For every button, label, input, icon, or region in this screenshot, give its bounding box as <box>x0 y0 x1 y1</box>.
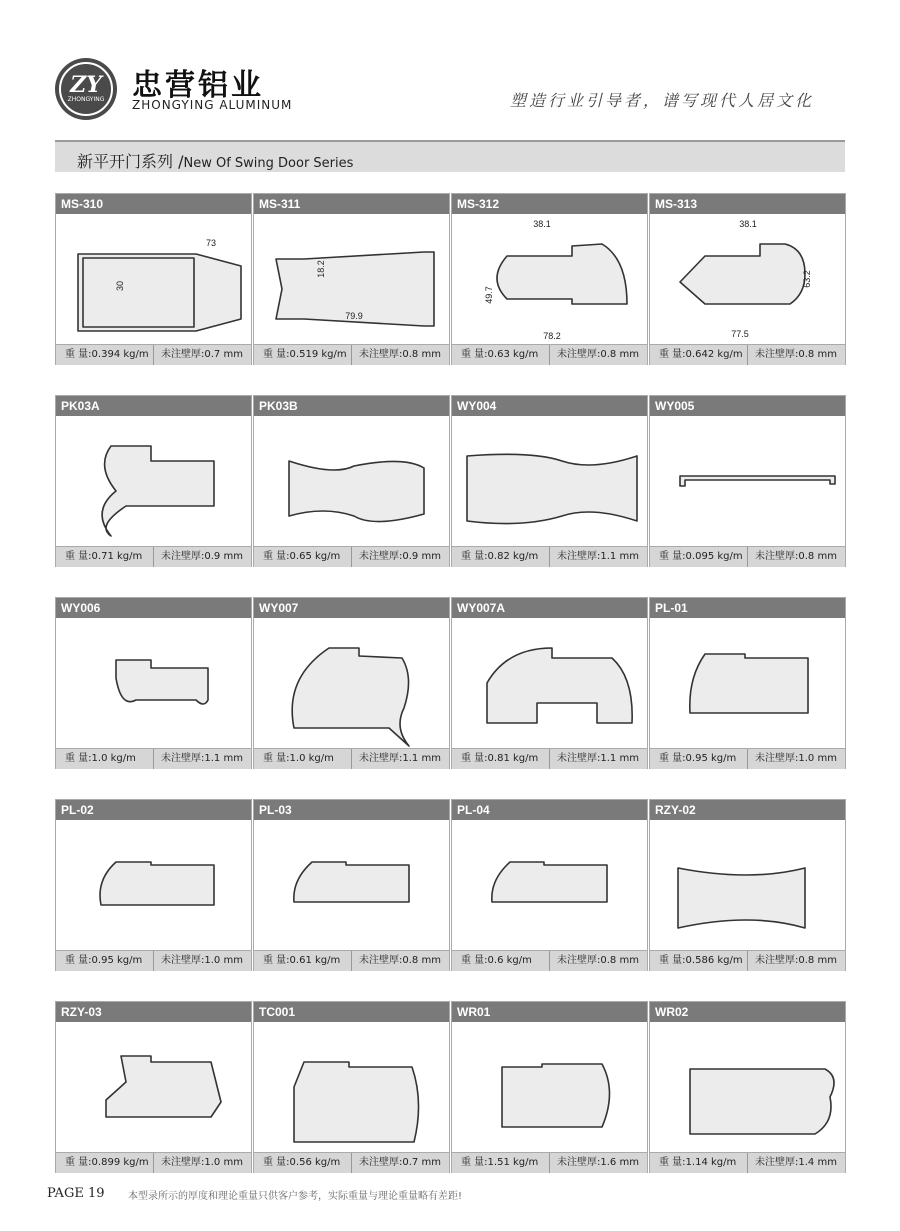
profile-card <box>451 193 648 365</box>
profile-weight: 重 量:0.642 kg/m <box>650 345 748 365</box>
profile-spec-row <box>56 748 251 769</box>
profile-wall-thickness: 未注壁厚:0.9 mm <box>161 551 243 562</box>
profile-code: PL-02 <box>56 800 251 820</box>
profile-weight: 重 量:0.82 kg/m <box>452 547 550 567</box>
profile-weight: 重 量:0.519 kg/m <box>254 345 352 365</box>
profile-weight: 重 量:0.899 kg/m <box>56 1153 154 1173</box>
profile-wall-thickness: 未注壁厚:0.8 mm <box>557 955 639 966</box>
profile-weight: 重 量:1.14 kg/m <box>650 1153 748 1173</box>
profile-weight: 重 量:0.095 kg/m <box>650 547 748 567</box>
profile-wall-thickness: 未注壁厚:1.0 mm <box>161 955 243 966</box>
profile-spec-row <box>452 546 647 567</box>
profile-code: WY005 <box>650 396 845 416</box>
profile-spec-row <box>56 950 251 971</box>
profile-wall-thickness: 未注壁厚:1.6 mm <box>557 1157 639 1168</box>
profile-code: MS-311 <box>254 194 449 214</box>
profile-cross-section-icon <box>650 214 845 344</box>
brand-name-en: ZHONGYING ALUMINUM <box>132 98 293 112</box>
profile-wall-thickness: 未注壁厚:0.8 mm <box>557 349 639 360</box>
profile-drawing <box>452 820 647 950</box>
profile-spec-row <box>254 748 449 769</box>
profile-cross-section-icon <box>452 1022 647 1152</box>
profile-wall-thickness: 未注壁厚:0.9 mm <box>359 551 441 562</box>
profile-code: WY007A <box>452 598 647 618</box>
profile-spec-row <box>254 546 449 567</box>
profile-weight: 重 量:0.95 kg/m <box>650 749 748 769</box>
profile-card <box>451 1001 648 1173</box>
profile-card <box>451 799 648 971</box>
profile-cross-section-icon <box>56 214 251 344</box>
profile-cross-section-icon <box>254 820 449 950</box>
profile-spec-row <box>650 950 845 971</box>
profile-wall-thickness: 未注壁厚:0.8 mm <box>755 551 837 562</box>
dimension-label: 38.1 <box>533 219 551 229</box>
profile-spec-row <box>254 1152 449 1173</box>
profile-wall-thickness: 未注壁厚:0.7 mm <box>359 1157 441 1168</box>
profile-wall-thickness: 未注壁厚:1.1 mm <box>161 753 243 764</box>
profile-card <box>649 395 846 567</box>
page-number: PAGE 19 <box>47 1186 105 1201</box>
profile-cross-section-icon <box>254 214 449 344</box>
profile-weight: 重 量:0.71 kg/m <box>56 547 154 567</box>
profile-code: MS-313 <box>650 194 845 214</box>
dimension-label: 30 <box>115 280 125 292</box>
dimension-label: 63.2 <box>802 270 812 288</box>
profile-card <box>253 395 450 567</box>
profile-spec-row <box>56 1152 251 1173</box>
series-title-cn: 新平开门系列 / <box>77 152 184 171</box>
profile-drawing <box>56 618 251 748</box>
profile-code: TC001 <box>254 1002 449 1022</box>
profile-card <box>55 193 252 365</box>
profile-code: RZY-02 <box>650 800 845 820</box>
company-logo <box>55 58 117 120</box>
profile-weight: 重 量:0.56 kg/m <box>254 1153 352 1173</box>
profile-cross-section-icon <box>452 416 647 546</box>
profile-weight: 重 量:1.0 kg/m <box>56 749 154 769</box>
profile-card <box>253 799 450 971</box>
profile-spec-row <box>650 748 845 769</box>
profile-cross-section-icon <box>650 416 845 546</box>
profile-code: WY006 <box>56 598 251 618</box>
profile-drawing <box>650 214 845 344</box>
profile-code: WY004 <box>452 396 647 416</box>
profile-card <box>253 193 450 365</box>
profile-cross-section-icon <box>650 618 845 748</box>
profile-spec-row <box>452 1152 647 1173</box>
profile-cross-section-icon <box>254 618 449 748</box>
profile-wall-thickness: 未注壁厚:0.7 mm <box>161 349 243 360</box>
profile-code: PL-03 <box>254 800 449 820</box>
profile-drawing <box>56 214 251 344</box>
profile-wall-thickness: 未注壁厚:1.1 mm <box>557 753 639 764</box>
logo-text: ZY <box>70 72 102 98</box>
profile-drawing <box>254 214 449 344</box>
profile-wall-thickness: 未注壁厚:0.8 mm <box>359 349 441 360</box>
profile-drawing <box>452 214 647 344</box>
profile-weight: 重 量:0.61 kg/m <box>254 951 352 971</box>
profile-code: PK03A <box>56 396 251 416</box>
profile-spec-row <box>650 546 845 567</box>
profile-drawing <box>452 618 647 748</box>
profile-spec-row <box>650 344 845 365</box>
profile-card <box>649 799 846 971</box>
disclaimer-note: 本型录所示的厚度和理论重量只供客户参考，实际重量与理论重量略有差距! <box>128 1191 463 1202</box>
series-title <box>77 149 353 172</box>
profile-drawing <box>56 820 251 950</box>
dimension-label: 73 <box>205 238 217 248</box>
slogan: 塑造行业引导者，谱写现代人居文化 <box>509 91 814 110</box>
profile-drawing <box>650 1022 845 1152</box>
profile-wall-thickness: 未注壁厚:1.4 mm <box>755 1157 837 1168</box>
profile-weight: 重 量:1.51 kg/m <box>452 1153 550 1173</box>
profile-cross-section-icon <box>56 1022 251 1152</box>
profile-card <box>649 1001 846 1173</box>
profile-weight: 重 量:0.65 kg/m <box>254 547 352 567</box>
profile-code: PK03B <box>254 396 449 416</box>
profile-code: WR01 <box>452 1002 647 1022</box>
profile-weight: 重 量:1.0 kg/m <box>254 749 352 769</box>
series-title-en: New Of Swing Door Series <box>183 156 354 171</box>
profile-code: WY007 <box>254 598 449 618</box>
profile-code: MS-310 <box>56 194 251 214</box>
profile-wall-thickness: 未注壁厚:0.8 mm <box>359 955 441 966</box>
profile-cross-section-icon <box>254 416 449 546</box>
profile-wall-thickness: 未注壁厚:0.8 mm <box>755 955 837 966</box>
profile-spec-row <box>452 344 647 365</box>
profile-wall-thickness: 未注壁厚:1.0 mm <box>161 1157 243 1168</box>
logo-subtext: ZHONGYING <box>67 96 105 103</box>
profile-drawing <box>254 820 449 950</box>
profile-spec-row <box>254 950 449 971</box>
profile-cross-section-icon <box>254 1022 449 1152</box>
dimension-label: 77.5 <box>731 329 749 339</box>
profile-card <box>451 395 648 567</box>
profile-cross-section-icon <box>56 820 251 950</box>
profile-weight: 重 量:0.586 kg/m <box>650 951 748 971</box>
profile-drawing <box>650 820 845 950</box>
profile-card <box>55 597 252 769</box>
profile-wall-thickness: 未注壁厚:1.0 mm <box>755 753 837 764</box>
profile-drawing <box>56 1022 251 1152</box>
profile-weight: 重 量:0.95 kg/m <box>56 951 154 971</box>
profile-cross-section-icon <box>650 820 845 950</box>
profile-card <box>253 1001 450 1173</box>
brand-name-cn: 忠营铝业 <box>132 68 264 103</box>
series-title-bar <box>55 140 845 172</box>
profile-spec-row <box>56 546 251 567</box>
profile-card <box>451 597 648 769</box>
profile-wall-thickness: 未注壁厚:1.1 mm <box>359 753 441 764</box>
profile-code: MS-312 <box>452 194 647 214</box>
profile-card <box>253 597 450 769</box>
profile-drawing <box>254 416 449 546</box>
profile-card <box>55 395 252 567</box>
profile-cross-section-icon <box>56 618 251 748</box>
profile-code: WR02 <box>650 1002 845 1022</box>
dimension-label: 49.7 <box>484 286 494 304</box>
profile-code: PL-01 <box>650 598 845 618</box>
profile-wall-thickness: 未注壁厚:0.8 mm <box>755 349 837 360</box>
profile-drawing <box>650 618 845 748</box>
profile-weight: 重 量:0.394 kg/m <box>56 345 154 365</box>
profile-spec-row <box>254 344 449 365</box>
profile-cross-section-icon <box>452 618 647 748</box>
profile-cross-section-icon <box>452 214 647 344</box>
dimension-label: 18.2 <box>316 260 326 278</box>
profile-drawing <box>254 618 449 748</box>
profile-spec-row <box>452 950 647 971</box>
profile-weight: 重 量:0.6 kg/m <box>452 951 550 971</box>
profile-spec-row <box>650 1152 845 1173</box>
profile-drawing <box>56 416 251 546</box>
profile-weight: 重 量:0.63 kg/m <box>452 345 550 365</box>
profile-cross-section-icon <box>452 820 647 950</box>
profile-drawing <box>650 416 845 546</box>
profile-code: PL-04 <box>452 800 647 820</box>
profile-cross-section-icon <box>56 416 251 546</box>
profile-drawing <box>254 1022 449 1152</box>
profile-weight: 重 量:0.81 kg/m <box>452 749 550 769</box>
profile-card <box>55 799 252 971</box>
dimension-label: 79.9 <box>345 311 363 321</box>
profile-card <box>649 193 846 365</box>
dimension-label: 78.2 <box>543 331 561 341</box>
profile-wall-thickness: 未注壁厚:1.1 mm <box>557 551 639 562</box>
profile-drawing <box>452 1022 647 1152</box>
profile-code: RZY-03 <box>56 1002 251 1022</box>
profile-drawing <box>452 416 647 546</box>
profile-spec-row <box>56 344 251 365</box>
profile-card <box>649 597 846 769</box>
profile-cross-section-icon <box>650 1022 845 1152</box>
dimension-label: 38.1 <box>739 219 757 229</box>
profile-card <box>55 1001 252 1173</box>
profile-spec-row <box>452 748 647 769</box>
